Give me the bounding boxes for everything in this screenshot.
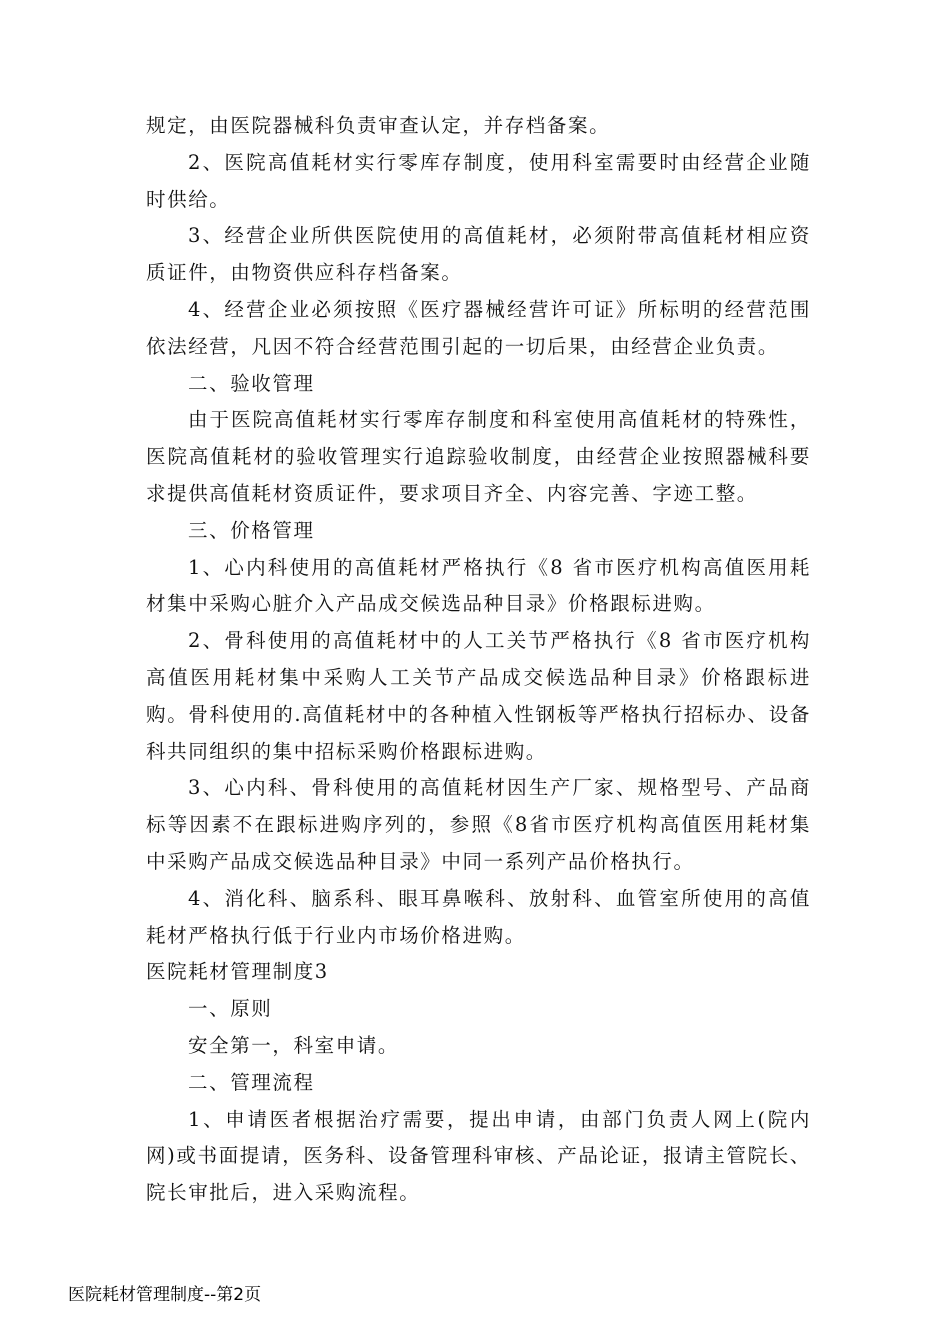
document-body xyxy=(146,108,811,1212)
section-heading: 三、价格管理 xyxy=(188,518,315,542)
paragraph: 规定，由医院器械科负责审查认定，并存档备案。 xyxy=(146,114,611,137)
paragraph: 4、经营企业必须按照《医疗器械经营许可证》所标明的经营范围依法经营，凡因不符合经营范围引起的一切后果，由经营企业负责。 xyxy=(146,297,811,358)
paragraph: 1、心内科使用的高值耗材严格执行《8 省市医疗机构高值医用耗材集中采购心脏介入产品成交候选品种目录》价格跟标进购。 xyxy=(146,555,811,616)
paragraph: 2、骨科使用的高值耗材中的人工关节严格执行《8 省市医疗机构高值医用耗材集中采购人工关节产品成交候选品种目录》价格跟标进购。骨科使用的.高值耗材中的各种植入性钢板等严格执行招标办、设备科共同组织的集中招标采购价格跟标进购。 xyxy=(146,629,811,763)
section-heading: 二、验收管理 xyxy=(188,371,315,395)
page-footer: 医院耗材管理制度--第2页 xyxy=(68,1285,262,1305)
paragraph: 3、经营企业所供医院使用的高值耗材，必须附带高值耗材相应资质证件，由物资供应科存档备案。 xyxy=(146,224,811,285)
document-title: 医院耗材管理制度3 xyxy=(146,960,329,984)
paragraph: 3、心内科、骨科使用的高值耗材因生产厂家、规格型号、产品商标等因素不在跟标进购序列的，参照《8省市医疗机构高值医用耗材集中采购产品成交候选品种目录》中同一系列产品价格执行。 xyxy=(146,776,811,873)
section-heading: 一、原则 xyxy=(188,997,273,1021)
section-heading: 二、管理流程 xyxy=(188,1070,315,1094)
paragraph: 由于医院高值耗材实行零库存制度和科室使用高值耗材的特殊性，医院高值耗材的验收管理实行追踪验收制度，由经营企业按照器械科要求提供高值耗材资质证件，要求项目齐全、内容完善、字迹工整。 xyxy=(146,408,811,505)
paragraph: 安全第一，科室申请。 xyxy=(188,1033,400,1057)
paragraph: 2、医院高值耗材实行零库存制度，使用科室需要时由经营企业随时供给。 xyxy=(146,150,811,211)
paragraph: 4、消化科、脑系科、眼耳鼻喉科、放射科、血管室所使用的高值耗材严格执行低于行业内市场价格进购。 xyxy=(146,886,811,947)
paragraph: 1、申请医者根据治疗需要，提出申请，由部门负责人网上(院内网)或书面提请，医务科、设备管理科审核、产品论证，报请主管院长、院长审批后，进入采购流程。 xyxy=(146,1107,811,1205)
